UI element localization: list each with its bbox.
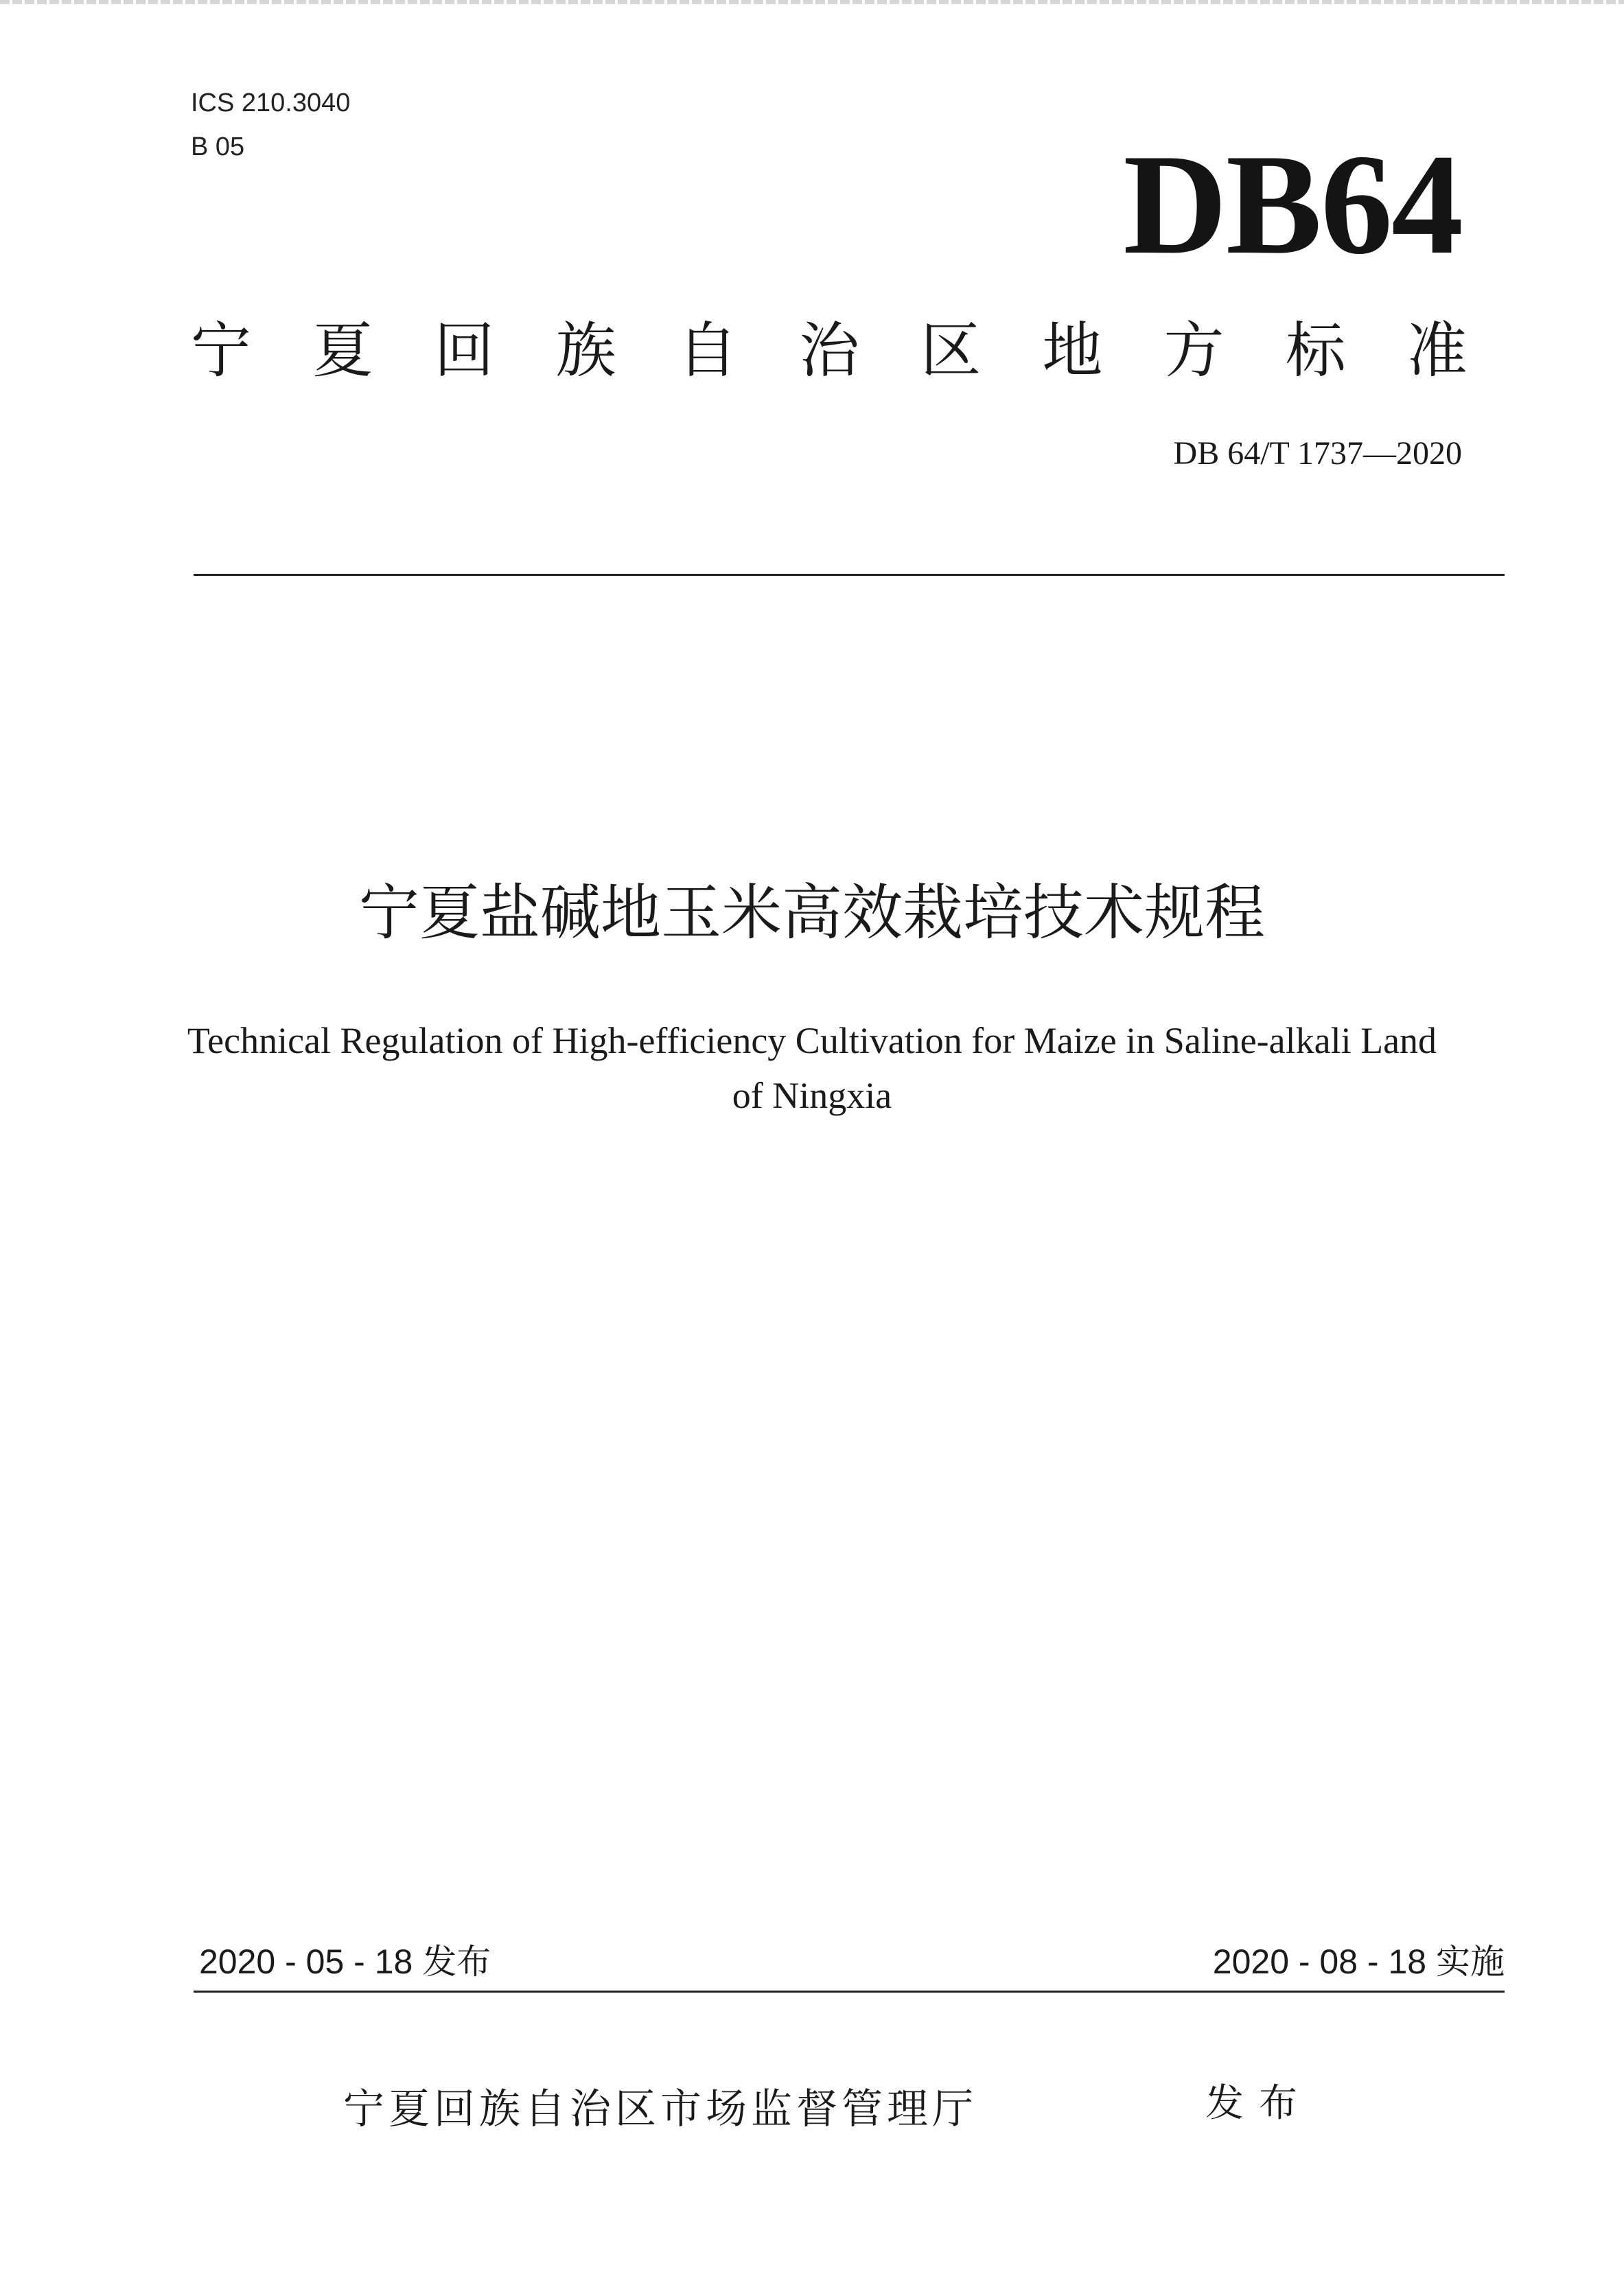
classification-code: B 05: [191, 132, 245, 161]
issue-date: 2020 - 05 - 18 发布: [199, 1943, 491, 1981]
standard-type-char: 夏: [312, 315, 373, 386]
top-divider: [194, 574, 1505, 576]
standard-type-char: 区: [920, 315, 982, 386]
standard-type-char: 自: [677, 315, 738, 386]
standard-type-char: 标: [1285, 315, 1346, 386]
standard-number: DB 64/T 1737—2020: [1173, 435, 1462, 472]
standard-type-char: 地: [1042, 315, 1103, 386]
publisher-name: 宁夏回族自治区市场监督管理厅: [343, 2085, 977, 2133]
standard-type-char: 准: [1406, 315, 1468, 386]
date-row: [199, 1934, 1505, 1989]
publish-label: 发布: [1205, 2081, 1312, 2126]
english-title-line: of Ningxia: [732, 1075, 892, 1116]
english-title-line: Technical Regulation of High-efficiency Cultivation for Maize in Saline-alkali Land: [187, 1020, 1437, 1061]
standard-type-char: 治: [798, 315, 859, 386]
standard-type-char: 族: [555, 315, 616, 386]
bottom-divider: [194, 1991, 1505, 1993]
standard-type-char: 宁: [191, 315, 252, 386]
ics-code: ICS 210.3040: [191, 89, 351, 117]
db64-logo: DB64: [1123, 125, 1462, 284]
scan-edge-border: [0, 0, 1624, 4]
standard-type-char: 回: [434, 315, 495, 386]
standard-type-char: 方: [1163, 315, 1225, 386]
document-title-chinese: 宁夏盐碱地玉米高效栽培技术规程: [358, 877, 1265, 948]
implementation-date: 2020 - 08 - 18 实施: [1212, 1943, 1505, 1981]
document-title-english: [137, 1013, 1487, 1123]
standard-type-heading: [191, 313, 1468, 389]
